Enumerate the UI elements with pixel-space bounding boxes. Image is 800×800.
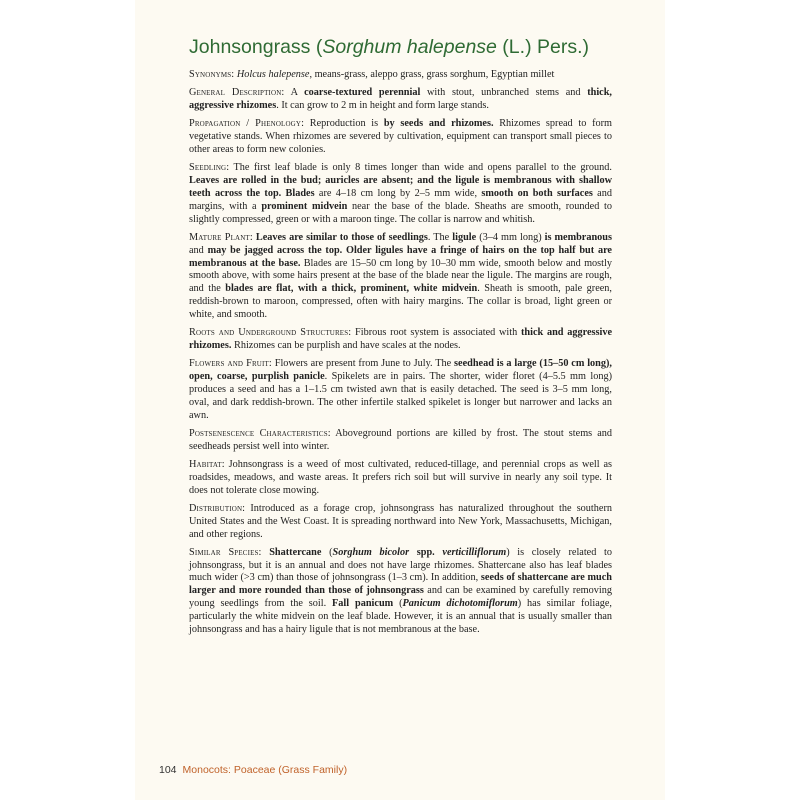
title-authority: (L.) Pers.) [496, 36, 589, 58]
general-description-section [189, 87, 612, 113]
section-label: Propagation / Phenology: [189, 118, 305, 130]
text-run: ) has similar foliage, particularly the white midvein on the leaf blade. However, it is an annual that is usually smaller than johnsongrass and has a hairy ligule that is not membranous at the base. [189, 598, 612, 635]
title-open-paren: ( [310, 36, 323, 58]
section-label: Mature Plant: [189, 231, 253, 243]
text-run: ) is closely related to johnsongrass, but it is an annual and does not have large rhizomes. Shattercane also has leaf blades much wider (>3 cm) than those of johnsongrass (1–3 cm). In addition, [189, 546, 613, 584]
bold-run: Leaves are rolled in the bud; auricles are absent; and the ligule is membranous with shallow teeth across the top. [189, 175, 612, 199]
section-label: Similar Species: [189, 546, 262, 558]
page-footer [159, 763, 347, 777]
text-run: and [189, 244, 208, 256]
bold-run: thick and aggressive rhizomes. [189, 327, 613, 351]
bold-run: Fall panicum [332, 598, 394, 610]
bold-italic-run: Panicum dichotomiflorum [402, 598, 518, 610]
bold-run: thick, aggressive rhizomes [189, 87, 612, 112]
text-run: Johnsongrass is a weed of most cultivated, reduced-tillage, and perennial crops as well as roadsides, meadows, and waste areas. It prefers rich soil but will survive in nearly any soil type. It does not tolerate close mowing. [189, 458, 613, 496]
text-run: Fibrous root system is associated with [355, 327, 521, 339]
bold-run: Leaves are similar to those of seedlings [255, 231, 428, 243]
synonym-text: , means-grass, aleppo grass, grass sorghum, Egyptian millet [309, 69, 555, 80]
habitat-section [189, 459, 612, 498]
bold-run: seeds of shattercane are much larger and more rounded than those of johnsongrass [189, 572, 612, 597]
text-run: and can be examined by carefully removing young seedlings from the soil. [189, 585, 613, 610]
text-run: and margins, with a [189, 187, 612, 212]
bold-italic-run: Sorghum bicolor [332, 546, 410, 558]
scientific-name: Sorghum halepense [322, 36, 497, 58]
text-run: Blades are 15–50 cm long by 10–30 mm wide, smooth below and mostly smooth above, with some hairs present at the base of the blade near the ligule. The margins are rough, and the [189, 257, 612, 295]
text-run: (3–4 mm long) [476, 231, 545, 243]
bold-run: coarse-textured perennial [304, 87, 421, 99]
text-run: Reproduction is [309, 118, 384, 130]
text-run: ( [393, 598, 403, 610]
book-page [135, 0, 665, 800]
distribution-section [189, 503, 612, 542]
text-run: near the base of the blade. Sheaths are smooth, rounded to slightly compressed, green or with a maroon tinge. The collar is narrow and whitish. [189, 200, 613, 225]
bold-run: Shattercane [269, 546, 322, 558]
flowers-fruit-section [189, 358, 612, 422]
text-run: with stout, unbranched stems and [420, 87, 588, 99]
section-label: Flowers and Fruit: [189, 358, 272, 370]
synonyms-section [189, 69, 612, 82]
section-label: Roots and Underground Structures: [189, 327, 352, 339]
text-run: . The [427, 231, 453, 243]
bold-run: blades are flat, with a thick, prominent, white midvein [225, 283, 478, 295]
common-name: Johnsongrass [189, 36, 311, 58]
text-run: The first leaf blade is only 8 times longer than wide and opens parallel to the ground. [233, 162, 612, 174]
bold-run: is membranous [544, 231, 612, 243]
page-title [189, 34, 629, 60]
text-run: . Sheath is smooth, pale green, reddish-brown to maroon, compressed, often with hairy margins. The collar is broad, light green or white, and smooth. [189, 283, 612, 320]
bold-run: ligule [452, 231, 477, 243]
similar-species-section [189, 547, 612, 637]
seedling-section [189, 162, 612, 226]
bold-run: by seeds and rhizomes. [383, 118, 494, 130]
bold-run: Blades [285, 187, 315, 199]
text-run: Aboveground portions are killed by frost. The stout stems and seedheads persist well into winter. [189, 427, 613, 452]
text-run: are 4–18 cm long by 2–5 mm wide, [314, 187, 482, 199]
species-description [189, 69, 612, 642]
text-run: A [290, 87, 305, 99]
bold-run: seedhead is a large (15–50 cm long), open, coarse, purplish panicle [189, 358, 612, 383]
roots-section [189, 327, 612, 353]
bold-italic-run: verticilliflorum [442, 546, 507, 558]
text-run: . Spikelets are in pairs. The shorter, wider floret (4–5.5 mm long) produces a seed and has a 1–1.5 cm twisted awn that is easily detached. The seed is 3–5 mm long, oval, and dark reddish-brown. The other infertile stalked spikelet is longer but narrower and lacks an awn. [189, 371, 612, 421]
text-run: Rhizomes spread to form vegetative stands. When rhizomes are severed by cultivation, equipment can transport small pieces to other areas to form new colonies. [189, 118, 612, 155]
section-label: Seedling: [189, 162, 230, 174]
bold-run: smooth on both surfaces [481, 187, 593, 199]
section-label: Synonyms: [189, 69, 235, 80]
running-title: Monocots: Poaceae (Grass Family) [182, 764, 348, 776]
section-label: Postsenescence Characteristics: [189, 427, 331, 439]
text-run: . It can grow to 2 m in height and form large stands. [276, 100, 489, 112]
mature-plant-section [189, 232, 612, 322]
bold-run: prominent midvein [261, 200, 348, 212]
page-number: 104 [159, 764, 177, 776]
postsenescence-section [189, 428, 612, 454]
text-run: Rhizomes can be purplish and have scales at the nodes. [231, 339, 461, 351]
text-run: ( [321, 546, 333, 558]
bold-run: may be jagged across the top. Older ligules have a fringe of hairs on the top half but are membranous at the base. [189, 244, 612, 269]
bold-run: spp. [409, 546, 443, 558]
text-run: Introduced as a forage crop, johnsongrass has naturalized throughout the southern United States and the West Coast. It is spreading northward into New York, Massachusetts, Michigan, and other regions. [189, 502, 612, 540]
propagation-section [189, 118, 612, 157]
synonym-latin: Holcus halepense [236, 69, 310, 80]
text-run: Flowers are present from June to July. The [274, 358, 455, 370]
section-label: General Description: [189, 87, 285, 99]
section-label: Habitat: [189, 458, 225, 470]
section-label: Distribution: [189, 502, 246, 514]
